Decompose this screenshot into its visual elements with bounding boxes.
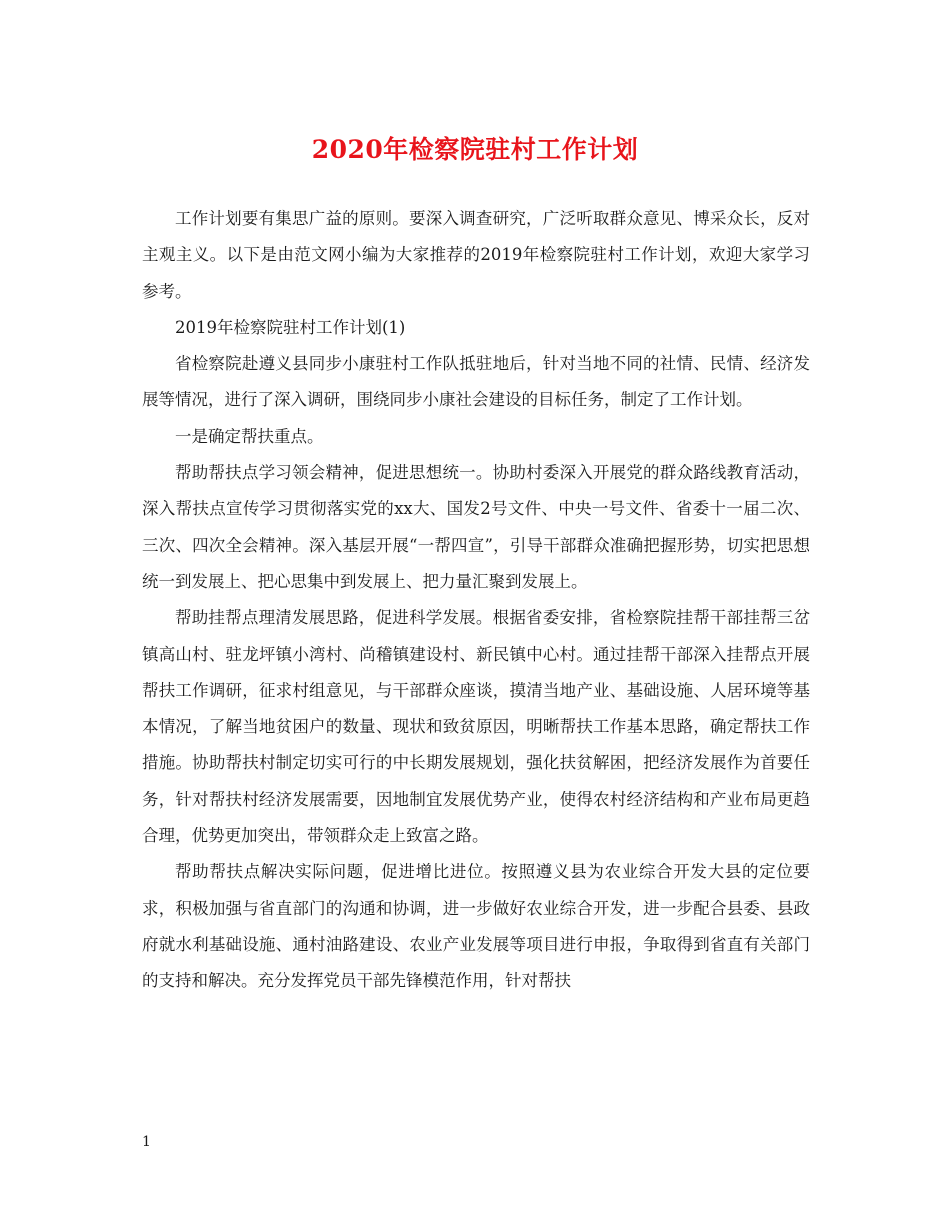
paragraph-intro: 工作计划要有集思广益的原则。要深入调查研究，广泛听取群众意见、博采众长，反对主观主义。以下是由范文网小编为大家推荐的2019年检察院驻村工作计划，欢迎大家学习参考。 [142,209,810,301]
paragraph-overview: 省检察院赴遵义县同步小康驻村工作队抵驻地后，针对当地不同的社情、民情、经济发展等情况，进行了深入调研，围绕同步小康社会建设的目标任务，制定了工作计划。 [142,354,810,410]
document-body [142,201,810,1000]
paragraph-section-heading: 2019年检察院驻村工作计划(1) [175,317,406,337]
paragraph-study-spirit: 帮助帮扶点学习领会精神，促进思想统一。协助村委深入开展党的群众路线教育活动，深入帮扶点宣传学习贯彻落实党的xx大、国发2号文件、中央一号文件、省委十一届二次、三次、四次全会精神。深入基层开展“一帮四宣”，引导干部群众准确把握形势，切实把思想统一到发展上、把心思集中到发展上、把力量汇聚到发展上。 [142,463,810,591]
page-number: 1 [142,1134,151,1150]
paragraph-practical-problems: 帮助帮扶点解决实际问题，促进增比进位。按照遵义县为农业综合开发大县的定位要求，积极加强与省直部门的沟通和协调，进一步做好农业综合开发，进一步配合县委、县政府就水利基础设施、通村油路建设、农业产业发展等项目进行申报，争取得到省直有关部门的支持和解决。充分发挥党员干部先锋模范作用，针对帮扶 [142,862,810,991]
document-title: 2020年检察院驻村工作计划 [311,135,639,164]
paragraph-development-ideas: 帮助挂帮点理清发展思路，促进科学发展。根据省委安排，省检察院挂帮干部挂帮三岔镇高山村、驻龙坪镇小湾村、尚稽镇建设村、新民镇中心村。通过挂帮干部深入挂帮点开展帮扶工作调研，征求村组意见，与干部群众座谈，摸清当地产业、基础设施、人居环境等基本情况，了解当地贫困户的数量、现状和致贫原因，明晰帮扶工作基本思路，确定帮扶工作措施。协助帮扶村制定切实可行的中长期发展规划，强化扶贫解困，把经济发展作为首要任务，针对帮扶村经济发展需要，因地制宜发展优势产业，使得农村经济结构和产业布局更趋合理，优势更加突出，带领群众走上致富之路。 [142,608,810,846]
paragraph-point-one: 一是确定帮扶重点。 [175,426,324,446]
